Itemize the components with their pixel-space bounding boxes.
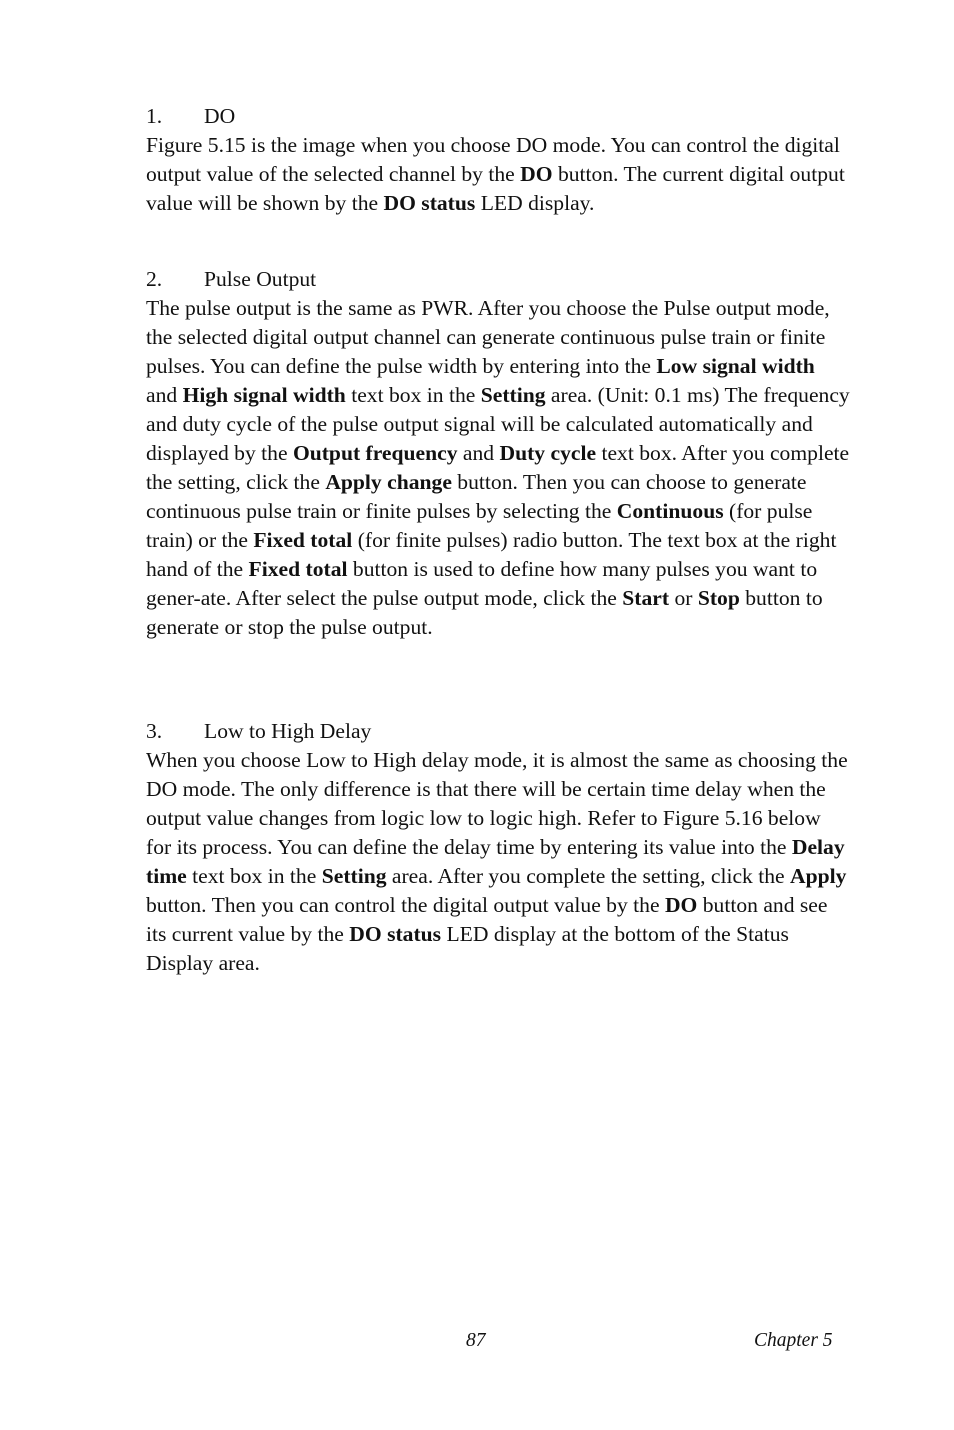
bold-term: DO status bbox=[349, 922, 442, 946]
bold-term: Start bbox=[622, 586, 670, 610]
bold-term: High signal width bbox=[182, 383, 346, 407]
text-run: button. The current digital output value will be shown by the bbox=[146, 162, 845, 215]
section-number: 3. bbox=[146, 719, 163, 743]
text-run: LED display at the bottom of the Status Display area. bbox=[146, 922, 789, 975]
text-run: button is used to define how many pulses you want to gener-ate. After select the pulse output mode, click the bbox=[146, 557, 818, 610]
section-heading bbox=[146, 265, 850, 294]
bold-term: DO status bbox=[383, 191, 476, 215]
chapter-label: Chapter 5 bbox=[754, 1330, 833, 1351]
text-run: Figure 5.15 is the image when you choose DO mode. You can control the digital output value of the selected channel by the bbox=[146, 133, 840, 186]
bold-term: Continuous bbox=[616, 499, 724, 523]
text-run: and bbox=[146, 383, 183, 407]
section-do bbox=[146, 102, 850, 218]
text-run: or bbox=[669, 586, 698, 610]
section-low-to-high-delay bbox=[146, 717, 850, 978]
page-number: 87 bbox=[466, 1330, 486, 1351]
section-paragraph bbox=[146, 294, 850, 642]
bold-term: DO bbox=[520, 162, 553, 186]
text-run: button. Then you can choose to generate continuous pulse train or finite pulses by selecting the bbox=[146, 470, 807, 523]
bold-term: Setting bbox=[480, 383, 546, 407]
text-run: button. Then you can control the digital output value by the bbox=[146, 893, 665, 917]
text-run: text box. After you complete the setting, click the bbox=[146, 441, 850, 494]
text-run: area. After you complete the setting, click the bbox=[386, 864, 791, 888]
bold-term: Output frequency bbox=[292, 441, 458, 465]
text-run: button to generate or stop the pulse output. bbox=[146, 586, 823, 639]
text-run: (for finite pulses) radio button. The text box at the right hand of the bbox=[146, 528, 837, 581]
bold-term: Stop bbox=[697, 586, 740, 610]
text-run: text box in the bbox=[345, 383, 481, 407]
text-run: button and see its current value by the bbox=[146, 893, 828, 946]
text-run: (for pulse train) or the bbox=[146, 499, 813, 552]
section-title: Low to High Delay bbox=[204, 719, 372, 743]
section-pulse-output bbox=[146, 265, 850, 642]
bold-term: Duty cycle bbox=[499, 441, 597, 465]
bold-term: Fixed total bbox=[248, 557, 348, 581]
text-run: text box in the bbox=[186, 864, 322, 888]
bold-term: Apply bbox=[790, 864, 847, 888]
bold-term: Setting bbox=[321, 864, 387, 888]
text-run: and bbox=[457, 441, 500, 465]
bold-term: Apply change bbox=[325, 470, 452, 494]
text-run: When you choose Low to High delay mode, it is almost the same as choosing the DO mode. The only difference is that there will be certain time delay when the output value changes from logic low to logic high. Refer to Figure 5.16 below for its process. You can define the delay time by entering its value into the bbox=[146, 748, 848, 859]
section-number: 1. bbox=[146, 104, 163, 128]
section-number: 2. bbox=[146, 267, 163, 291]
text-run: The pulse output is the same as PWR. After you choose the Pulse output mode, the selected digital output channel can generate continuous pulse train or finite pulses. You can define the pulse width by entering into the bbox=[146, 296, 830, 378]
section-heading bbox=[146, 102, 850, 131]
section-paragraph bbox=[146, 746, 850, 978]
section-heading bbox=[146, 717, 850, 746]
bold-term: Low signal width bbox=[656, 354, 815, 378]
text-run: area. (Unit: 0.1 ms) The frequency and duty cycle of the pulse output signal will be calculated automatically and displayed by the bbox=[146, 383, 850, 465]
bold-term: Fixed total bbox=[253, 528, 353, 552]
section-title: DO bbox=[204, 104, 236, 128]
bold-term: Delay time bbox=[146, 835, 845, 888]
section-paragraph bbox=[146, 131, 850, 218]
text-run: LED display. bbox=[475, 191, 595, 215]
section-title: Pulse Output bbox=[204, 267, 317, 291]
bold-term: DO bbox=[664, 893, 698, 917]
